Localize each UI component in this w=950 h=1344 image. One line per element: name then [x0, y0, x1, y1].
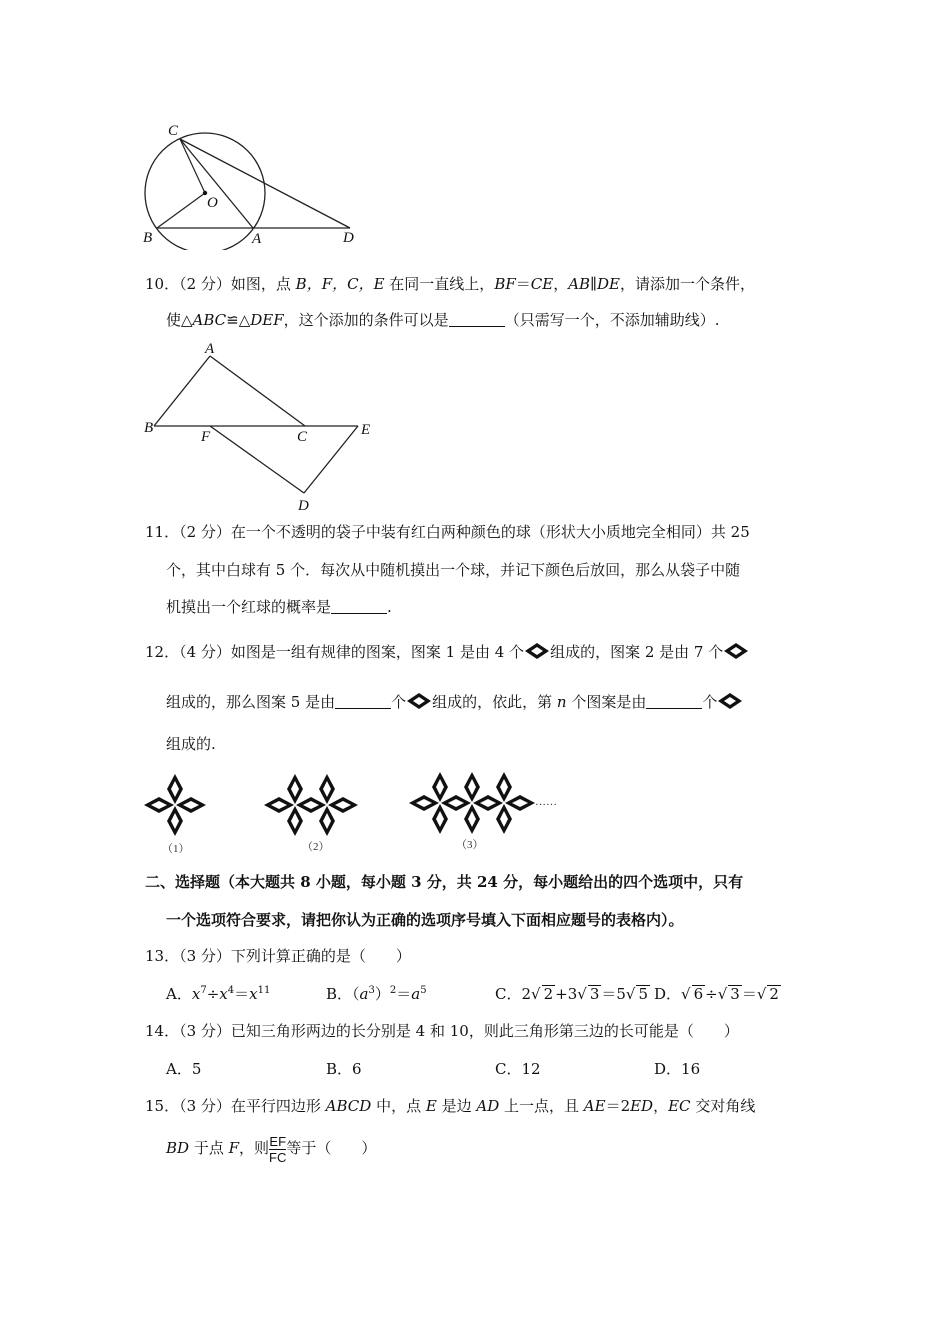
q10-line2: 使△ABC≌△DEF，这个添加的条件可以是 （只需写一个，不添加辅助线）.: [166, 311, 720, 329]
q13-option-c: C．2√ 2 +3√ 3 ＝5√ 5: [495, 985, 649, 1003]
q14-option-c: C．12: [495, 1060, 541, 1078]
q11-line3: 机摸出一个红球的概率是 .: [166, 598, 392, 616]
q13-option-d: D．√ 6 ÷√ 3 ＝√ 2: [654, 985, 779, 1003]
q11-line2: 个，其中白球有 5 个．每次从中随机摸出一个球，并记下颜色后放回，那么从袋子中随: [166, 561, 741, 579]
pattern-3: [409, 772, 535, 834]
q14-stem: 14．（3 分）已知三角形两边的长分别是 4 和 10，则此三角形第三边的长可能是（ ）: [145, 1022, 739, 1040]
pattern-2: [264, 774, 358, 836]
answer-blank: [331, 599, 387, 614]
q14-option-d: D．16: [654, 1060, 701, 1078]
diamond-icon: [406, 691, 432, 711]
section-heading-line2: 一个选项符合要求，请把你认为正确的选项序号填入下面相应题号的表格内）。: [166, 911, 684, 929]
label-c: C: [168, 123, 179, 139]
q13-option-b: B．$(a^3)^2=a^5$: [326, 985, 427, 1003]
q10-line1: 10．（2 分）如图，点 B，F，C，E 在同一直线上，BF＝CE，AB∥DE，请添加一个条件，: [145, 275, 755, 293]
fraction-ef-fc: $\frac{EF}{FC}$: [269, 1133, 287, 1165]
label-a: A: [252, 231, 262, 247]
diamond-icon: [524, 641, 550, 661]
triangles-figure: [140, 338, 380, 516]
label-b: B: [143, 230, 153, 246]
q12-line1: 12．（4 分）如图是一组有规律的图案，图案 1 是由 4 个 组成的，图案 2 是由 7 个: [145, 641, 749, 662]
q13-stem: 13．（3 分）下列计算正确的是（ ）: [145, 947, 411, 965]
q12-line3: 组成的.: [166, 735, 216, 753]
q15-line2: BD 于点 F，则 $\frac{EF}{FC}$ 等于（ ）: [166, 1133, 377, 1165]
answer-blank: [335, 694, 391, 709]
q14-option-b: B．6: [326, 1060, 362, 1078]
label-e: E: [361, 422, 371, 438]
q12-line2: 组成的，那么图案 5 是由 个 组成的，依此，第 n 个图案是由 个: [166, 691, 743, 712]
label-d: D: [343, 230, 354, 246]
label-f: F: [201, 429, 211, 445]
caption-2: （2）: [302, 841, 330, 853]
label-c: C: [297, 429, 308, 445]
q11-line1: 11．（2 分）在一个不透明的袋子中装有红白两种颜色的球（形状大小质地完全相同）共 25: [145, 523, 750, 541]
diamond-icon: [723, 641, 749, 661]
q15-line1: 15．（3 分）在平行四边形 ABCD 中，点 E 是边 AD 上一点，且 AE＝2ED，EC 交对角线: [145, 1097, 756, 1115]
ellipsis: ……: [535, 796, 557, 808]
label-b: B: [144, 420, 154, 436]
caption-3: （3）: [456, 839, 484, 851]
answer-blank: [449, 312, 505, 327]
diamond-icon: [717, 691, 743, 711]
caption-1: （1）: [162, 843, 190, 855]
label-o: O: [207, 195, 218, 211]
circle-figure: [135, 118, 375, 250]
pattern-1: [144, 774, 206, 836]
section-heading-line1: 二、选择题（本大题共 8 小题，每小题 3 分，共 24 分，每小题给出的四个选项中，只有: [145, 873, 744, 891]
label-d: D: [298, 498, 309, 514]
pattern-figure: [140, 770, 570, 855]
answer-blank: [646, 694, 702, 709]
q14-option-a: A．5: [166, 1060, 202, 1078]
label-a: A: [205, 341, 215, 357]
q13-option-a: A．$x^7\div x^4=x^{11}$: [166, 985, 271, 1003]
